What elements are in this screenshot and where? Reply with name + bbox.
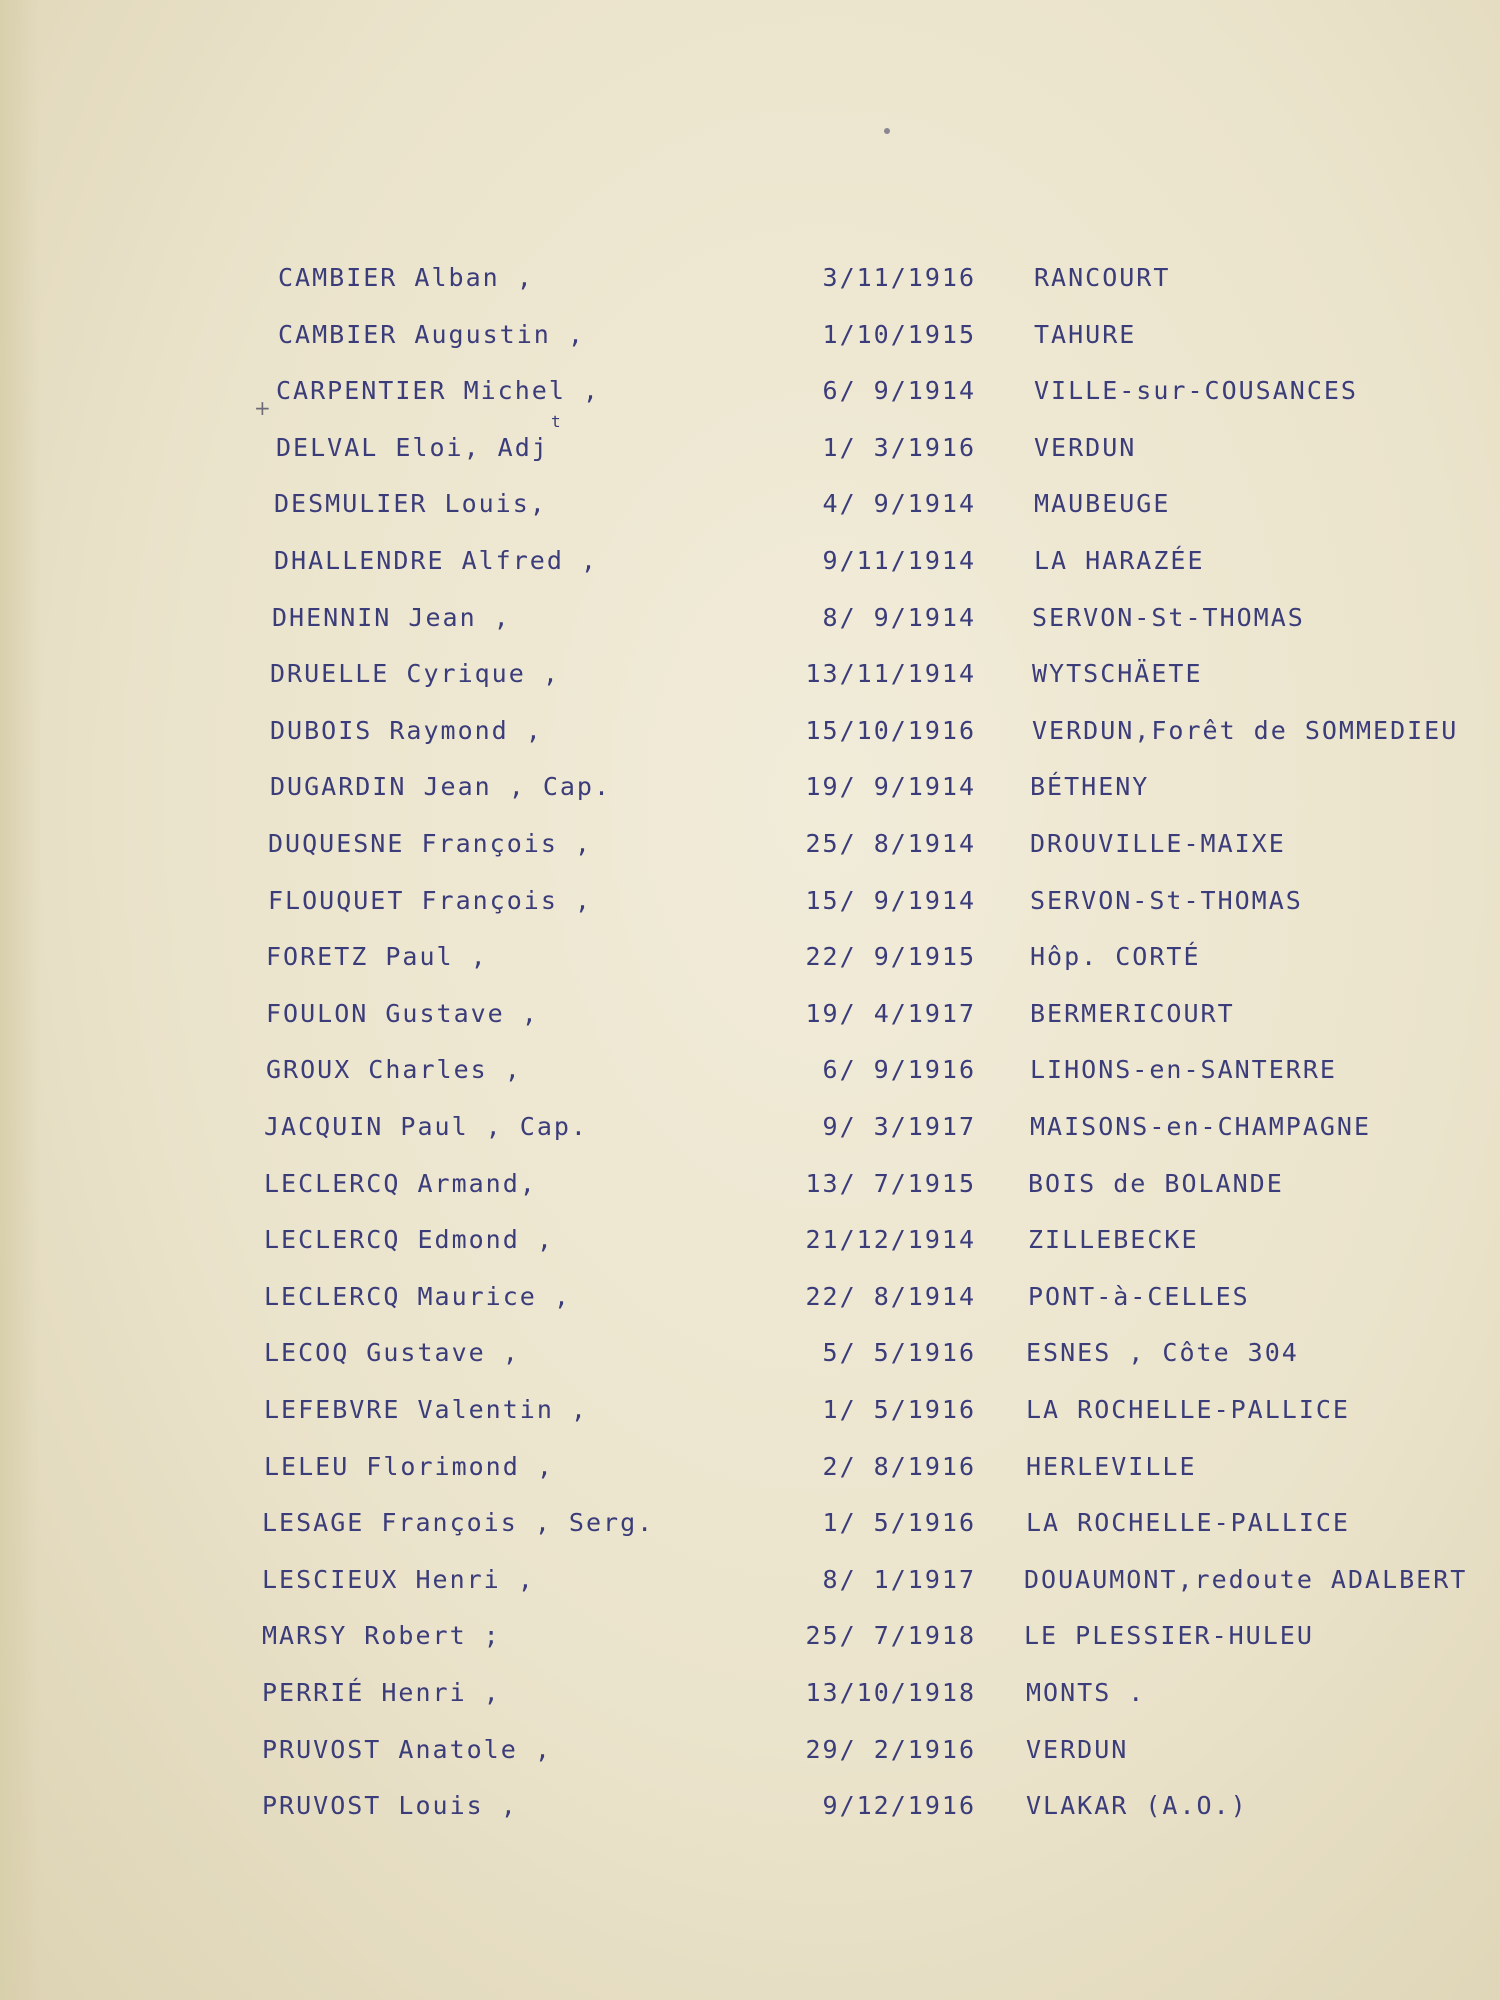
entry-name: DHALLENDRE Alfred ,: [274, 546, 598, 575]
entry-name: PRUVOST Anatole ,: [262, 1734, 552, 1764]
entry-name: LECOQ Gustave ,: [264, 1338, 520, 1368]
entry-date: 29/ 2/1916: [805, 1734, 976, 1764]
list-item: [0, 824, 1500, 864]
entry-date: 19/ 4/1917: [805, 998, 976, 1028]
entry-name: MARSY Robert ;: [262, 1621, 501, 1651]
list-item: [0, 1560, 1500, 1600]
entry-date: 13/11/1914: [805, 659, 976, 689]
entry-name: DELVAL Eloi, Adj: [276, 432, 549, 462]
entry-name: LESCIEUX Henri ,: [262, 1564, 535, 1594]
entry-place: VLAKAR (A.O.): [1026, 1791, 1248, 1821]
entry-place: SERVON-St-THOMAS: [1032, 602, 1305, 632]
entry-date: 1/ 5/1916: [822, 1508, 976, 1538]
entry-place: VERDUN: [1026, 1734, 1129, 1764]
entry-date: 19/ 9/1914: [805, 772, 976, 802]
entry-date: 4/ 9/1914: [822, 489, 976, 519]
list-item: [0, 484, 1500, 524]
entry-place: LA ROCHELLE-PALLICE: [1026, 1395, 1350, 1424]
entry-date: 13/10/1918: [805, 1678, 976, 1707]
entry-place: DROUVILLE-MAIXE: [1030, 829, 1286, 858]
entry-date: 22/ 9/1915: [805, 942, 976, 972]
entry-place: LA HARAZÉE: [1034, 546, 1205, 575]
entry-place: VILLE-sur-COUSANCES: [1034, 376, 1358, 406]
entry-place: HERLEVILLE: [1026, 1451, 1197, 1481]
list-item: [0, 1673, 1500, 1713]
list-item: [0, 1050, 1500, 1090]
entry-name: DUQUESNE François ,: [268, 829, 592, 858]
entry-date: 9/ 3/1917: [822, 1112, 976, 1141]
entry-name: CAMBIER Augustin ,: [278, 319, 585, 349]
list-item: [0, 1616, 1500, 1656]
entry-place: DOUAUMONT,redoute ADALBERT: [1024, 1564, 1468, 1594]
list-item: [0, 541, 1500, 581]
entry-date: 25/ 7/1918: [805, 1621, 976, 1651]
list-item: [0, 371, 1500, 411]
entry-date: 1/ 5/1916: [822, 1395, 976, 1424]
entry-place: BOIS de BOLANDE: [1028, 1168, 1284, 1198]
entry-date: 8/ 9/1914: [822, 602, 976, 632]
entry-name: CAMBIER Alban ,: [278, 263, 534, 292]
entry-place: LIHONS-en-SANTERRE: [1030, 1055, 1337, 1085]
list-item: [0, 994, 1500, 1034]
list-item: [0, 654, 1500, 694]
entry-place: MAUBEUGE: [1034, 489, 1171, 519]
list-item: [0, 1220, 1500, 1260]
entry-name: LECLERCQ Armand,: [264, 1168, 537, 1198]
entry-place: BERMERICOURT: [1030, 998, 1235, 1028]
entry-place: VERDUN,Forêt de SOMMEDIEU: [1032, 715, 1459, 745]
entry-name: LECLERCQ Edmond ,: [264, 1225, 554, 1255]
entry-place: ESNES , Côte 304: [1026, 1338, 1299, 1368]
entry-name: LESAGE François , Serg.: [262, 1508, 655, 1538]
pencil-cross-mark: +: [254, 396, 271, 420]
entry-date: 22/ 8/1914: [805, 1281, 976, 1311]
entry-date: 25/ 8/1914: [805, 829, 976, 858]
list-item: [0, 1390, 1500, 1430]
list-item: [0, 767, 1500, 807]
entry-name: DHENNIN Jean ,: [272, 602, 511, 632]
entry-place: LA ROCHELLE-PALLICE: [1026, 1508, 1350, 1538]
entry-date: 6/ 9/1914: [822, 376, 976, 406]
entry-name: CARPENTIER Michel ,: [276, 376, 600, 406]
entry-place: VERDUN: [1034, 432, 1137, 462]
entry-place: MAISONS-en-CHAMPAGNE: [1030, 1112, 1372, 1141]
entry-name: LELEU Florimond ,: [264, 1451, 554, 1481]
entry-place: BÉTHENY: [1030, 772, 1150, 802]
list-item: [0, 1447, 1500, 1487]
entry-name: DRUELLE Cyrique ,: [270, 659, 560, 689]
entry-place: ZILLEBECKE: [1028, 1225, 1199, 1255]
entry-place: RANCOURT: [1034, 263, 1171, 292]
entry-name: DESMULIER Louis,: [274, 489, 547, 519]
list-item: [0, 598, 1500, 638]
entry-name: PRUVOST Louis ,: [262, 1791, 518, 1821]
entry-place: PONT-à-CELLES: [1028, 1281, 1250, 1311]
entry-name: LECLERCQ Maurice ,: [264, 1281, 571, 1311]
entry-date: 1/10/1915: [822, 319, 976, 349]
list-item: [0, 711, 1500, 751]
entry-date: 13/ 7/1915: [805, 1168, 976, 1198]
list-item: [0, 1503, 1500, 1543]
entry-name: JACQUIN Paul , Cap.: [264, 1112, 588, 1141]
list-item: [0, 1730, 1500, 1770]
entry-name: GROUX Charles ,: [266, 1055, 522, 1085]
list-item: [0, 1277, 1500, 1317]
entry-date: 1/ 3/1916: [822, 432, 976, 462]
list-item: [0, 1786, 1500, 1826]
entry-place: Hôp. CORTÉ: [1030, 942, 1201, 972]
entry-name: DUGARDIN Jean , Cap.: [270, 772, 612, 802]
entry-date: 21/12/1914: [805, 1225, 976, 1255]
list-item: [0, 1164, 1500, 1204]
list-item: [0, 881, 1500, 921]
list-item: [0, 315, 1500, 355]
entry-date: 15/10/1916: [805, 715, 976, 745]
list-item: [0, 937, 1500, 977]
entry-name: LEFEBVRE Valentin ,: [264, 1395, 588, 1424]
entry-name: PERRIÉ Henri ,: [262, 1678, 501, 1707]
entry-place: LE PLESSIER-HULEU: [1024, 1621, 1314, 1651]
entry-date: 6/ 9/1916: [822, 1055, 976, 1085]
entry-name: FOULON Gustave ,: [266, 998, 539, 1028]
entry-name: FORETZ Paul ,: [266, 942, 488, 972]
entry-date: 2/ 8/1916: [822, 1451, 976, 1481]
entry-date: 3/11/1916: [822, 263, 976, 292]
entry-date: 5/ 5/1916: [822, 1338, 976, 1368]
entry-date: 9/12/1916: [822, 1791, 976, 1821]
entry-place: WYTSCHÄETE: [1032, 659, 1203, 689]
list-item: [0, 1107, 1500, 1147]
entry-name: DUBOIS Raymond ,: [270, 715, 543, 745]
entry-date: 8/ 1/1917: [822, 1564, 976, 1594]
list-item: [0, 258, 1500, 298]
list-item: DELVAL Eloi, Adj t 1/ 3/1916 VERDUN: [0, 428, 1500, 468]
list-item: [0, 1333, 1500, 1373]
entry-place: SERVON-St-THOMAS: [1030, 885, 1303, 915]
entry-date: 9/11/1914: [822, 546, 976, 575]
entry-date: 15/ 9/1914: [805, 885, 976, 915]
entry-place: MONTS .: [1026, 1678, 1146, 1707]
entry-place: TAHURE: [1034, 319, 1137, 349]
entry-name: FLOUQUET François ,: [268, 885, 592, 915]
